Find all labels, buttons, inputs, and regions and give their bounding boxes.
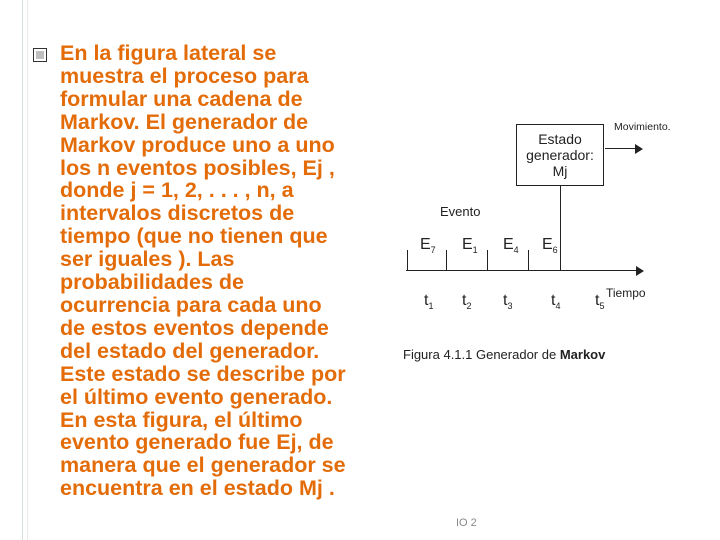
event-3: [503, 236, 519, 255]
event-2-base: E: [462, 236, 473, 253]
time-4-base: t: [551, 292, 556, 309]
event-tick-3: [487, 250, 488, 270]
time-1: [424, 292, 433, 311]
event-tick-2: [446, 250, 447, 270]
event-axis-label: Evento: [440, 204, 481, 219]
generator-drop-line: [560, 186, 561, 270]
time-5: [595, 292, 604, 311]
time-2: [462, 292, 471, 311]
state-box-line-1: Estado: [538, 131, 582, 147]
event-1-base: E: [420, 236, 431, 253]
output-label: Movimiento.: [614, 121, 671, 133]
time-4: [551, 292, 560, 311]
figure-caption-text: Figura 4.1.1 Generador de: [403, 347, 560, 362]
event-tick-1: [407, 250, 408, 270]
figure-caption-bold: Markov: [559, 347, 606, 362]
slide-footer: IO 2: [456, 517, 477, 529]
slide-body-text: En la figura lateral se muestra el proceso para formular una cadena de Markov. El generador de Markov produce uno a uno los n eventos posibles, Ej , donde j = 1, 2, . . . , n, a intervalos discretos de tiempo (que no tienen que ser iguales ). Las probabilidades de ocurrencia para cada uno de estos eventos depende del estado del generador. Este estado se describe por el último evento generado. En esta figura, el último evento generado fue Ej, de manera que el generador se encuentra en el estado Mj .: [60, 41, 346, 501]
event-2-sub: 1: [472, 245, 478, 256]
output-arrow-line: [605, 148, 637, 149]
bullet-icon: [33, 48, 47, 62]
time-1-base: t: [424, 292, 429, 309]
time-axis-label: Tiempo: [606, 286, 646, 300]
event-4-sub: 6: [552, 245, 558, 256]
event-1-sub: 7: [430, 245, 436, 256]
time-2-base: t: [462, 292, 467, 309]
event-1: [420, 236, 436, 255]
state-box-line-2: generador:: [526, 147, 594, 163]
time-5-sub: 5: [599, 301, 605, 312]
time-axis-arrow-icon: [636, 266, 644, 276]
time-1-sub: 1: [428, 301, 434, 312]
event-3-base: E: [503, 236, 514, 253]
event-2: [462, 236, 478, 255]
event-4-base: E: [542, 236, 553, 253]
event-3-sub: 4: [513, 245, 519, 256]
time-2-sub: 2: [466, 301, 472, 312]
state-box-line-3: Mj: [552, 163, 568, 179]
event-tick-4: [528, 250, 529, 270]
state-generator-box: [516, 124, 604, 186]
slide-left-rule-inner: [27, 0, 28, 540]
time-axis-line: [406, 270, 638, 271]
figure-caption: [403, 347, 605, 362]
output-arrow-head-icon: [635, 144, 643, 154]
event-4: [542, 236, 558, 255]
time-4-sub: 4: [555, 301, 561, 312]
time-3-base: t: [503, 292, 508, 309]
slide-left-rule: [22, 0, 23, 540]
time-3-sub: 3: [507, 301, 513, 312]
time-3: [503, 292, 512, 311]
time-5-base: t: [595, 292, 600, 309]
